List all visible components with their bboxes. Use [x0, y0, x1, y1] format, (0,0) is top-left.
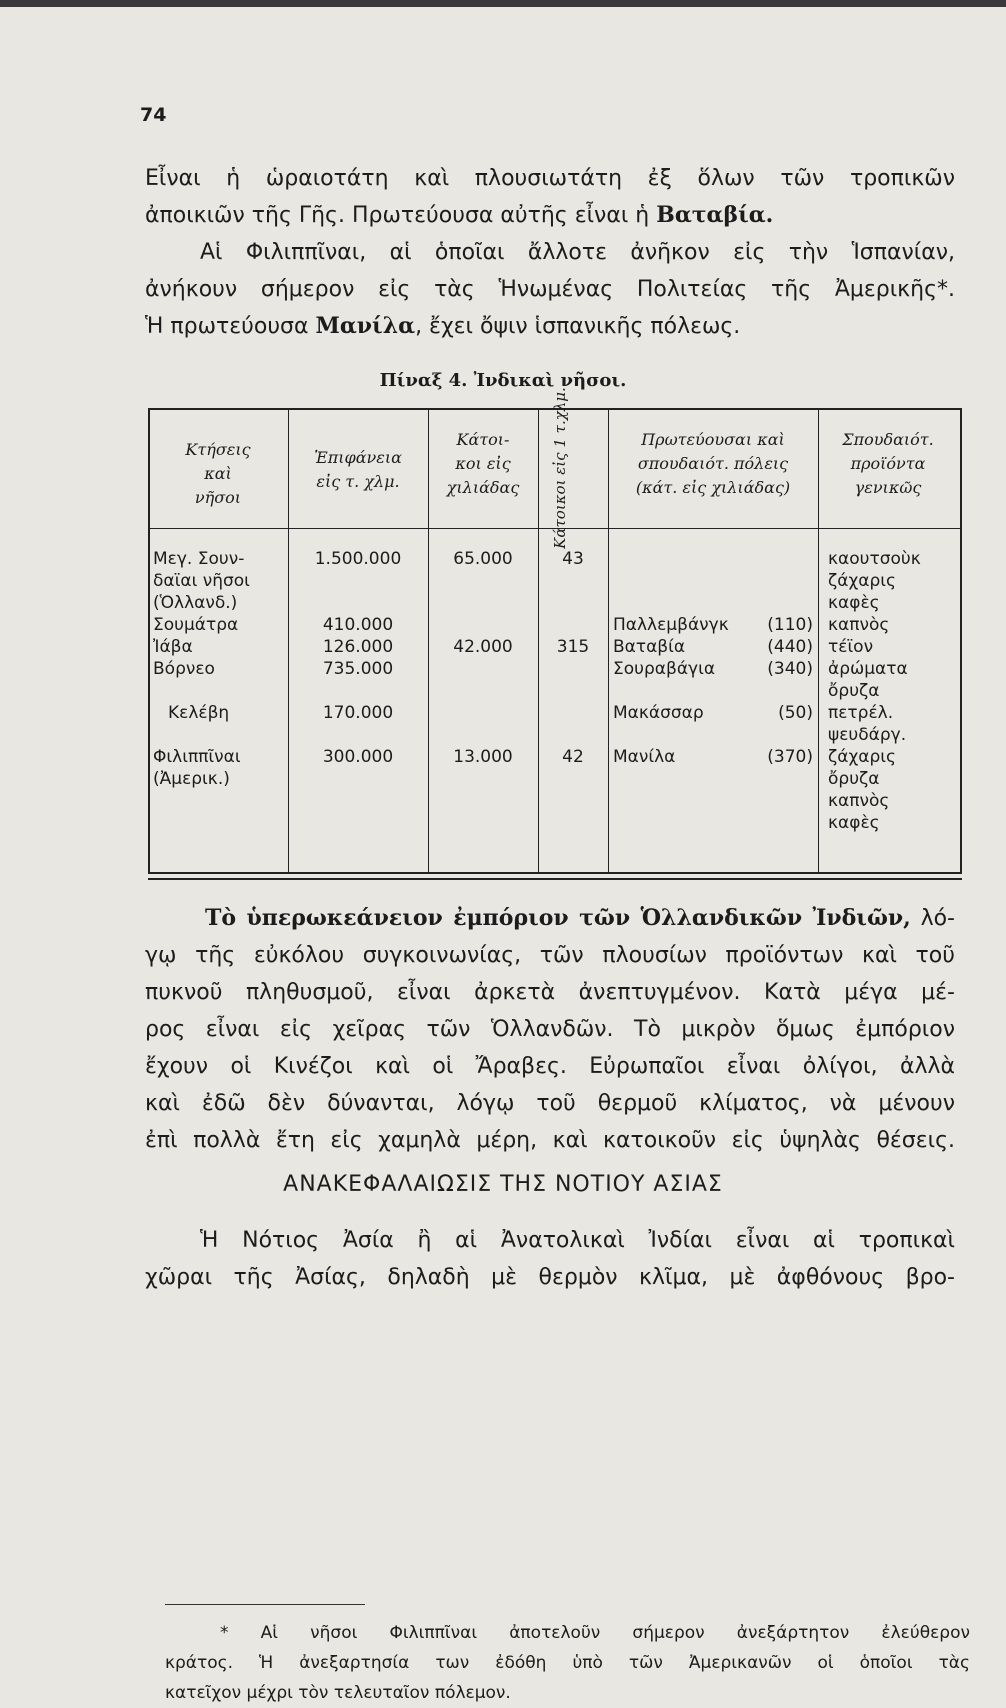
territory-name: Μεγ. Σουν- [153, 549, 245, 569]
territory-name: (Ὁλλανδ.) [153, 593, 238, 613]
city-row: Μακάσσαρ (50) [613, 703, 813, 723]
footnote [165, 1618, 970, 1708]
summary-heading: ΑΝΑΚΕΦΑΛΑΙΩΣΙΣ ΤΗΣ ΝΟΤΙΟΥ ΑΣΙΑΣ [283, 1172, 723, 1197]
text-line: ρος εἶναι εἰς χεῖρας τῶν Ὁλλανδῶν. Τὸ μικρὸν ὅμως ἐμπόριον [145, 1017, 955, 1042]
text-line: Ἡ Νότιος Ἀσία ἢ αἱ Ἀνατολικαὶ Ἰνδίαι εἶναι αἱ τροπικαὶ [200, 1228, 955, 1253]
text-line: ἀποικιῶν τῆς Γῆς. Πρωτεύουσα αὐτῆς εἶναι ἡ Βαταβία. [145, 202, 774, 228]
text-line: ἀνήκουν σήμερον εἰς τὰς Ἡνωμένας Πολιτείας τῆς Ἀμερικῆς*. [145, 277, 955, 302]
text-line: Εἶναι ἡ ὡραιοτάτη καὶ πλουσιωτάτη ἐξ ὅλων τῶν τροπικῶν [145, 166, 955, 191]
header-density: Κάτοικοι εἰς 1 τ.χλμ. [551, 387, 569, 549]
footnote-line: κράτος. Ἡ ἀνεξαρτησία των ἐδόθη ὑπὸ τῶν Ἀμερικανῶν οἱ ὁποῖοι τὰς [165, 1653, 970, 1673]
text-line: χῶραι τῆς Ἀσίας, δηλαδὴ μὲ θερμὸν κλῖμα, μὲ ἀφθόνους βρο- [145, 1265, 955, 1290]
city-row: Βαταβία (440) [613, 637, 813, 657]
product: καφὲς [828, 813, 880, 833]
product: ψευδάργ. [828, 725, 907, 745]
text-line: Αἱ Φιλιππῖναι, αἱ ὁποῖαι ἄλλοτε ἀνῆκον εἰς τὴν Ἱσπανίαν, [200, 240, 955, 265]
density-value: 315 [556, 637, 590, 657]
territory-name: Φιλιππῖναι [153, 747, 241, 767]
territory-name: Ἰάβα [153, 637, 193, 657]
product: καουτσοὺκ [828, 549, 921, 569]
text-line: Ἡ πρωτεύουσα Μανίλα, ἔχει ὄψιν ἱσπανικῆς πόλεως. [145, 313, 741, 339]
territory-name: Κελέβη [168, 703, 230, 723]
product: καπνὸς [828, 615, 890, 635]
product: ἀρώματα [828, 659, 908, 679]
product: ὄρυζα [828, 681, 880, 701]
area-value: 126.000 [322, 637, 394, 657]
territory-name: δαϊαι νῆσοι [153, 571, 250, 591]
bold-manila: Μανίλα [315, 313, 416, 339]
text-line: γῳ τῆς εὐκόλου συγκοινωνίας, τῶν πλουσίων προϊόντων καὶ τοῦ [145, 943, 955, 968]
page-number: 74 [140, 104, 167, 126]
product: ζάχαρις [828, 571, 896, 591]
summary-paragraph [145, 1222, 955, 1296]
product: ὄρυζα [828, 769, 880, 789]
density-value: 43 [562, 549, 584, 569]
density-value: 42 [562, 747, 584, 767]
area-value: 410.000 [322, 615, 394, 635]
header-population: Κάτοι- κοι εἰς χιλιάδας [446, 430, 520, 497]
header-area: Ἐπιφάνεια εἰς τ. χλμ. [314, 448, 402, 491]
footnote-rule [165, 1604, 365, 1605]
text-line: Τὸ ὑπερωκεάνειον ἐμπόριον τῶν Ὁλλανδικῶν Ἰνδιῶν, λό- [205, 905, 955, 931]
territory-name: (Ἀμερικ.) [153, 769, 230, 789]
area-value: 1.500.000 [314, 549, 402, 569]
header-cities: Πρωτεύουσαι καὶ σπουδαιότ. πόλεις (κάτ. εἰς χιλιάδας) [635, 430, 791, 497]
footnote-line: * Αἱ νῆσοι Φιλιππῖναι ἀποτελοῦν σήμερον ἀνεξάρτητον ἐλεύθερον [220, 1623, 970, 1643]
product: ζάχαρις [828, 747, 896, 767]
bold-lead: Τὸ ὑπερωκεάνειον ἐμπόριον τῶν Ὁλλανδικῶν Ἰνδιῶν, [205, 905, 911, 931]
area-value: 735.000 [322, 659, 394, 679]
footnote-line: κατεῖχον μέχρι τὸν τελευταῖον πόλεμον. [165, 1683, 511, 1703]
header-products: Σπουδαιότ. προϊόντα γενικῶς [842, 430, 934, 497]
intro-paragraph [145, 160, 955, 345]
text-line: πυκνοῦ πληθυσμοῦ, εἶναι ἀρκετὰ ἀνεπτυγμένον. Κατὰ μέγα μέ- [145, 980, 955, 1005]
territory-name: Σουμάτρα [153, 615, 239, 635]
population-value: 42.000 [453, 637, 513, 657]
table-bottom-rule [148, 878, 962, 880]
scan-top-edge [0, 0, 1006, 7]
area-value: 300.000 [322, 747, 394, 767]
table-caption: Πίναξ 4. Ἰνδικαὶ νῆσοι. [379, 370, 627, 391]
product: καπνὸς [828, 791, 890, 811]
population-value: 65.000 [453, 549, 513, 569]
bold-batavia: Βαταβία. [656, 202, 774, 228]
product: καφὲς [828, 593, 880, 613]
product: πετρέλ. [828, 703, 894, 723]
city-row: Σουραβάγια (340) [613, 659, 813, 679]
text-line: ἔχουν οἱ Κινέζοι καὶ οἱ Ἄραβες. Εὐρωπαῖοι εἶναι ὀλίγοι, ἀλλὰ [145, 1054, 955, 1079]
area-value: 170.000 [322, 703, 394, 723]
text-line: καὶ ἐδῶ δὲν δύνανται, λόγῳ τοῦ θερμοῦ κλίματος, νὰ μένουν [145, 1091, 955, 1116]
population-value: 13.000 [453, 747, 513, 767]
territory-name: Βόρνεο [153, 659, 215, 679]
city-row: Μανίλα (370) [613, 747, 813, 767]
city-row: Παλλεμβάνγκ (110) [613, 615, 813, 635]
commerce-paragraph [145, 900, 955, 1159]
text-line: ἐπὶ πολλὰ ἔτη εἰς χαμηλὰ μέρη, καὶ κατοικοῦν εἰς ὑψηλὰς θέσεις. [145, 1128, 955, 1153]
header-territories: Κτήσεις καὶ νῆσοι [185, 440, 251, 507]
data-table [148, 387, 962, 878]
product: τέϊον [828, 637, 874, 657]
